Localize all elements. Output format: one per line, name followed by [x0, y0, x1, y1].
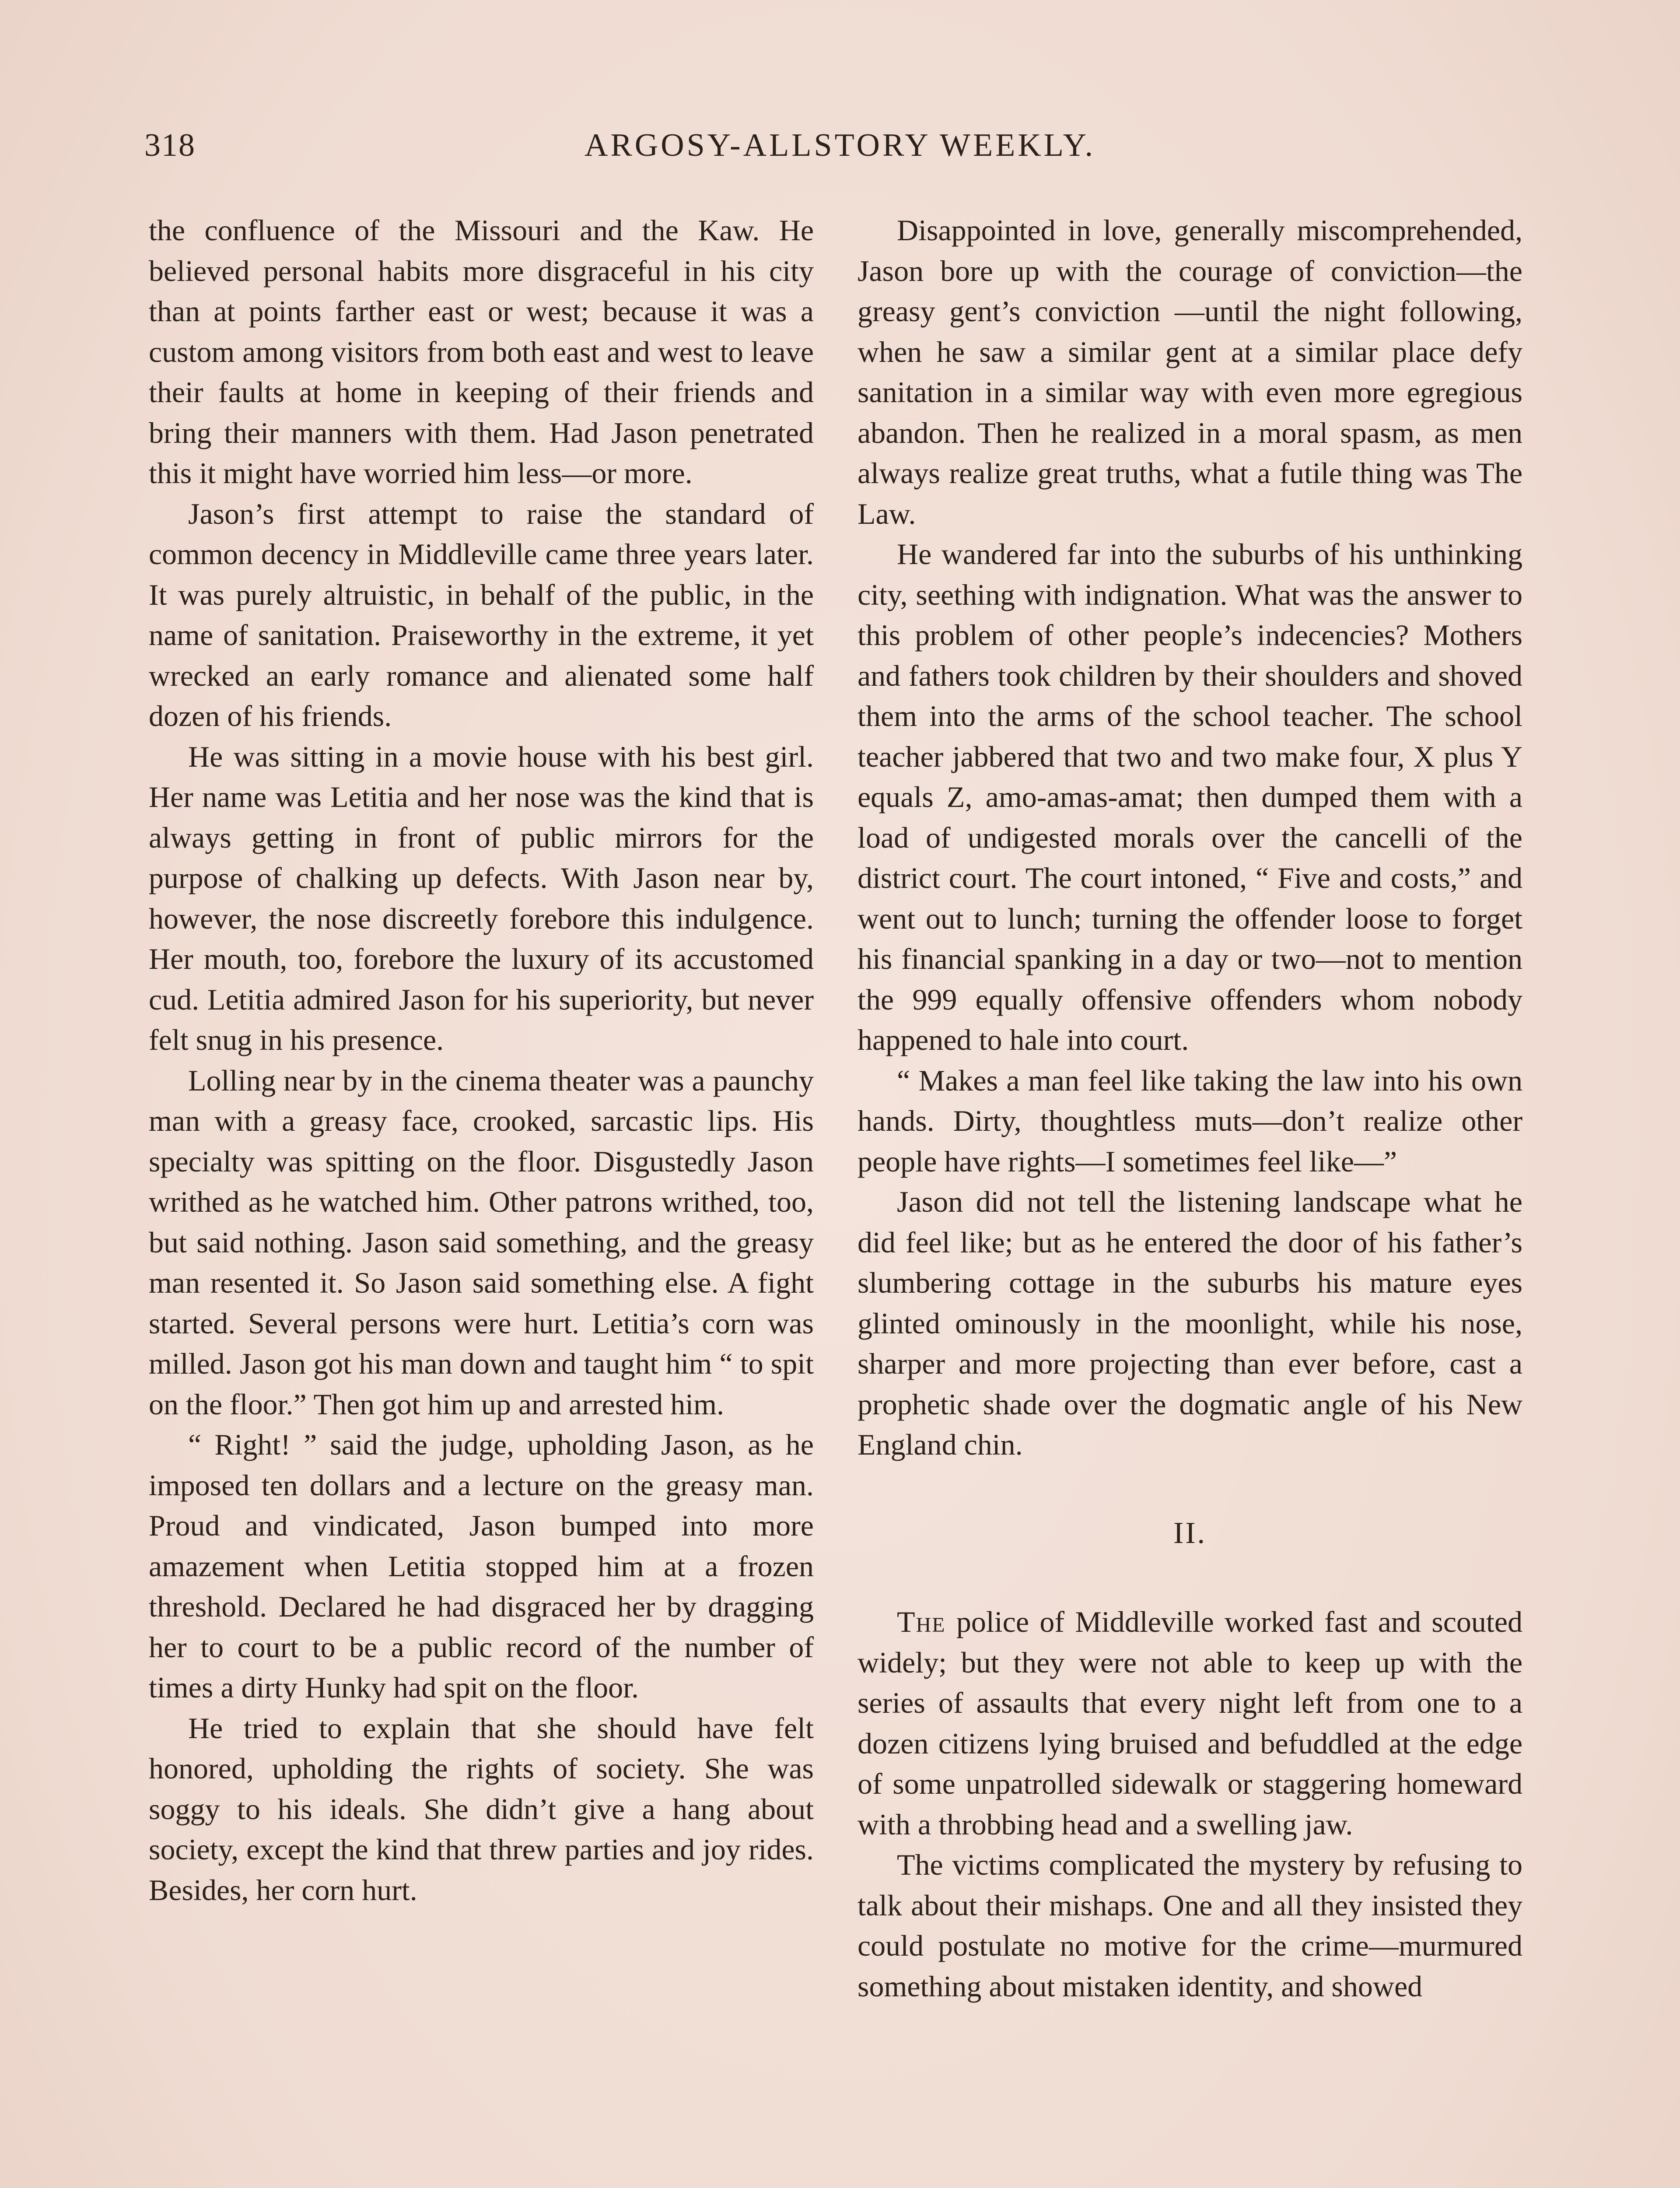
running-head: ARGOSY-ALLSTORY WEEKLY. — [584, 127, 1096, 163]
right-column — [858, 210, 1522, 2006]
page-header — [144, 127, 1536, 175]
section-heading: II. — [1173, 1516, 1207, 1550]
section-lead-word: The — [897, 1605, 946, 1638]
paragraph: Lolling near by in the cinema theater was a paunchy man with a greasy face, crooked, sarcastic lips. His specialty was spitting on the floor. Disgustedly Jason writhed as he watched him. Other patrons writhed, too, but said nothing. Jason said something, and the greasy man resented it. So Jason said something else. A fight started. Several persons were hurt. Letitia’s corn was milled. Jason got his man down and taught him “ to spit on the floor.” Then got him up and arrested him. — [149, 1063, 814, 1421]
paragraph: Jason’s first attempt to raise the standard of common decency in Middleville came three years later. It was purely altruistic, in behalf of the public, in the name of sanitation. Praiseworthy in the extreme, it yet wrecked an early romance and alienated some half dozen of his friends. — [149, 497, 814, 733]
left-column — [149, 210, 814, 1910]
paragraph: Jason did not tell the listening landscape what he did feel like; but as he entered the door of his father’s slumbering cottage in the suburbs his mature eyes glinted ominously in the moonlight, while his nose, sharper and more projecting than ever before, cast a prophetic shade over the dogmatic angle of his New England chin. — [858, 1185, 1522, 1461]
paragraph: He was sitting in a movie house with his best girl. Her name was Letitia and her nose was the kind that is always getting in front of public mirrors for the purpose of chalking up defects. With Jason near by, however, the nose discreetly forebore this indulgence. Her mouth, too, forebore the luxury of its accustomed cud. Letitia admired Jason for his superiority, but never felt snug in his presence. — [149, 740, 814, 1056]
paragraph: the confluence of the Missouri and the Kaw. He believed personal habits more disgraceful in his city than at points farther east or west; because it was a custom among visitors from both east and west to leave their faults at home in keeping of their friends and bring their manners with them. Had Jason penetrated this it might have worried him less—or more. — [149, 214, 814, 490]
paragraph: “ Makes a man feel like taking the law into his own hands. Dirty, thoughtless muts—don’t realize other people have rights—I sometimes feel like—” — [858, 1063, 1522, 1178]
paragraph: Disappointed in love, generally miscomprehended, Jason bore up with the courage of conviction—the greasy gent’s conviction —until the night following, when he saw a similar gent at a similar place defy sanitation in a similar way with even more egregious abandon. Then he realized in a moral spasm, as men always realize great truths, what a futile thing was The Law. — [858, 214, 1522, 530]
page-number: 318 — [144, 127, 196, 163]
paragraph: He wandered far into the suburbs of his unthinking city, seething with indignation. What was the answer to this problem of other people’s indecencies? Mothers and fathers took children by their shoulders and shoved them into the arms of the school teacher. The school teacher jabbered that two and two make four, X plus Y equals Z, amo-amas-amat; then dumped them with a load of undigested morals over the cancelli of the district court. The court intoned, “ Five and costs,” and went out to lunch; turning the offender loose to forget his financial spanking in a day or two—not to mention the 999 equally offensive offenders whom nobody happened to hale into court. — [858, 537, 1522, 1056]
paragraph: The victims complicated the mystery by refusing to talk about their mishaps. One and all they insisted they could postulate no motive for the crime—murmured something about mistaken identity, and showed — [858, 1848, 1522, 2003]
section-first-text: police of Middleville worked fast and scouted widely; but they were not able to keep up with the series of assaults that every night left from one to a dozen citizens lying bruised and befuddled at the edge of some unpatrolled sidewalk or staggering homeward with a throbbing head and a swelling jaw. — [858, 1605, 1522, 1841]
paragraph: “ Right! ” said the judge, upholding Jason, as he imposed ten dollars and a lecture on the greasy man. Proud and vindicated, Jason bumped into more amazement when Letitia stopped him at a frozen threshold. Declared he had disgraced her by dragging her to court to be a public record of the number of times a dirty Hunky had spit on the floor. — [149, 1428, 814, 1704]
section-first-paragraph — [858, 1602, 1522, 1844]
paragraph: He tried to explain that she should have felt honored, upholding the rights of society. She was soggy to his ideals. She didn’t give a hang about society, except the kind that threw parties and joy rides. Besides, her corn hurt. — [149, 1711, 814, 1907]
